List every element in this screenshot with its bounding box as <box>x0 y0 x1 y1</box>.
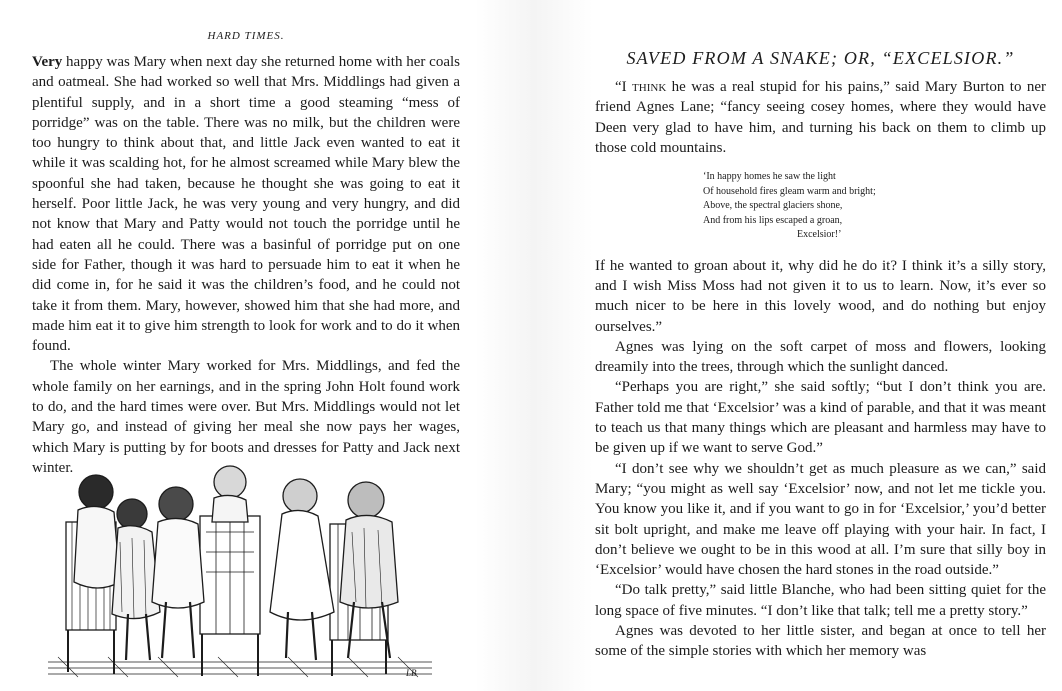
paragraph: “Do talk pretty,” said little Blanche, who had been sitting quiet for the long space of five minutes. “I don’t like that talk; tell me a pretty story.” <box>595 582 1046 619</box>
opening-words: “I think <box>615 79 667 95</box>
paragraph <box>595 77 1046 158</box>
paragraph: “Perhaps you are right,” she said softly; “but I don’t think you are. Father told me that ‘Excelsior’ was a kind of parable, and that it was meant to teach us that many things which are pleasant and harmless may have to be given up if we want to serve God.” <box>595 379 1046 457</box>
right-page <box>593 0 1062 691</box>
paragraph: If he wanted to groan about it, why did he do it? I think it’s a silly story, and I wish Miss Moss had not given it to us to learn. Now, it’s ever so much nicer to be here in this lovely wood, and do nothing but enjoy ourselves.” <box>595 257 1046 335</box>
paragraph: “I don’t see why we shouldn’t get as much pleasure as we can,” said Mary; “you might as well say ‘Excelsior’ now, and not let me tickle you. You know you like it, and if you want to go in for ‘Excelsior,’ you’d better sit bolt upright, and make me leave off playing with your hair. In fact, I don’t believe we ought to be in this wood at all. I’m sure that silly boy in ‘Excelsior’ would have chosen the hard stones in the road outside.” <box>595 460 1046 579</box>
paragraph: The whole winter Mary worked for Mrs. Middlings, and fed the whole family on her earnings, and in the spring John Holt found work to do, and the hard times were over. But Mrs. Middlings would not let Mary go, and instead of giving her meal she now pays her wages, which Mary is putting by for boots and dresses for Patty and Jack next winter. <box>32 358 460 476</box>
paragraph-text: happy was Mary when next day she returned home with her coals and oatmeal. She had worked so well that Mrs. Middlings had given a plentiful supply, and in a short time a good steaming “mess of porridge” was on the table. There was no milk, but the children were too hungry to think about that, and little Jack even wanted to eat it while it was scalding hot, for he almost screamed while Mary blew the spoonful she had taken, because he thought she was going to eat it herself. Poor little Jack, he was very young and very hungry, and did not know that Mary and Patty would not touch the porridge until he had eaten all he could. There was a basinful of porridge put on one side for Father, though it was hard to persuade him to eat it when he did come in, for he said it was the children’s food, and he could not take it from them. Mary, however, showed him that she had more, and made him eat it to give him strength to look for work and to do it when found. <box>32 54 460 355</box>
paragraph: Agnes was lying on the soft carpet of moss and flowers, looking dreamily into the trees, through which the sunlight danced. <box>595 338 1046 376</box>
poem-line: Above, the spectral glaciers shone, <box>703 200 843 212</box>
left-page <box>0 0 475 691</box>
poem-line: Of household fires gleam warm and bright; <box>703 185 876 197</box>
paragraph <box>32 52 460 356</box>
running-head: HARD TIMES. <box>207 30 285 42</box>
paragraph-text: he was a real stupid for his pains,” said Mary Burton to ner friend Agnes Lane; “fancy seeing cosey homes, where they would have Deen very glad to have him, and turning his back on them to climb up those cold mountains. <box>595 79 1047 156</box>
poem-line: ‘In happy homes he saw the light <box>703 171 836 183</box>
artist-signature: LB <box>406 668 417 678</box>
children-illustration <box>48 462 432 684</box>
paragraph: Agnes was devoted to her little sister, and began at once to tell her some of the simple stories with which her memory was <box>595 623 1046 660</box>
lead-word: Very <box>32 54 63 70</box>
story-title: SAVED FROM A SNAKE; OR, “EXCELSIOR.” <box>626 48 1015 68</box>
poem-line: And from his lips escaped a groan, <box>703 214 843 226</box>
poem-line: Excelsior!’ <box>797 229 842 241</box>
page-gutter <box>475 0 593 691</box>
poem-quotation <box>703 170 1046 243</box>
